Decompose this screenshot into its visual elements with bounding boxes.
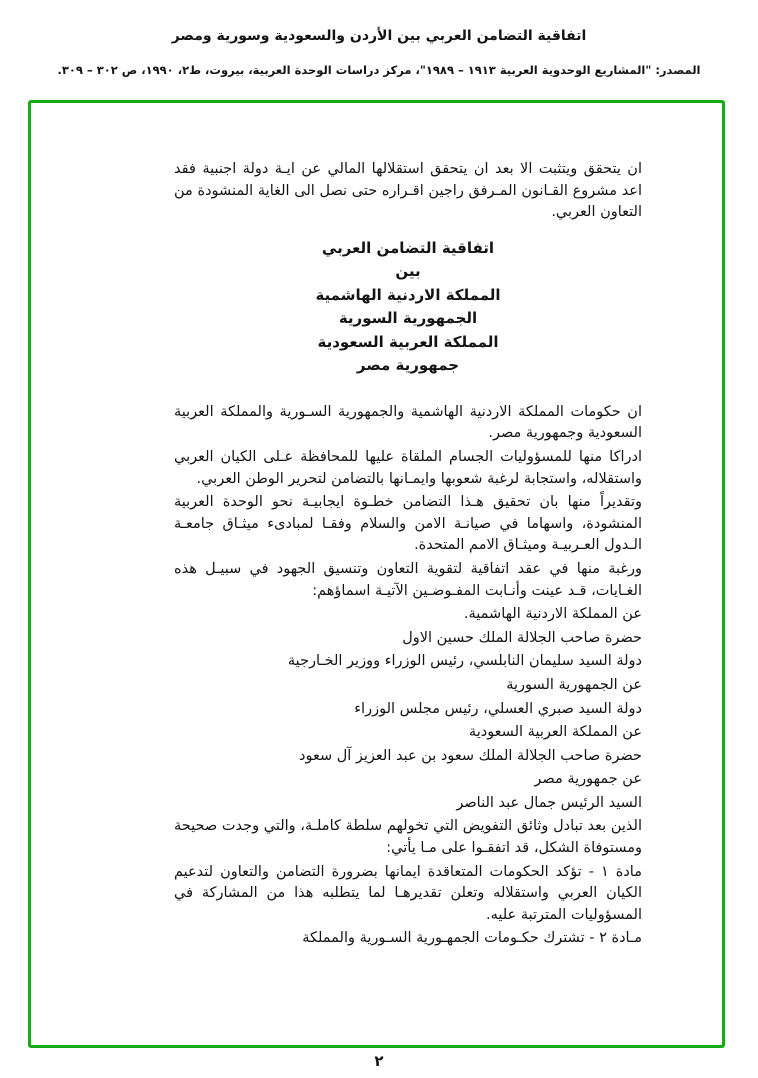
doc-paragraph: دولة السيد سليمان النابلسي، رئيس الوزراء ووزير الخـارجية <box>287 653 642 670</box>
doc-title-line: بين <box>395 262 421 281</box>
doc-title-line: اتفاقية التضامن العربي <box>321 238 495 257</box>
page-number: ٢ <box>374 1052 384 1070</box>
doc-paragraph: مادة ١ - تؤكد الحكومات المتعاقدة ايمانها بضرورة التضامن والتعاون لتدعيم الكيان العربي واستقلاله وتعلن تقديرهـا لما يتطلبه هذا من المشاركة في المسؤوليات المترتبة عليه. <box>174 863 642 923</box>
doc-paragraph: حضرة صاحب الجلالة الملك حسين الاول <box>402 629 642 646</box>
doc-paragraph: عن المملكة العربية السعودية <box>468 724 642 741</box>
doc-paragraph: الذين بعد تبادل وثائق التفويض التي تخولهم سلطة كاملـة، والتي وجدت صحيحة ومستوفاة الشكل، قد اتفقـوا على مـا يأتي: <box>174 818 642 857</box>
doc-title-line: جمهورية مصر <box>356 356 460 375</box>
doc-title-line: المملكة الاردنية الهاشمية <box>315 285 501 304</box>
document-header-title: اتفاقية التضامن العربي بين الأردن والسعودية وسورية ومصر <box>171 28 587 44</box>
doc-paragraph: عن المملكة الاردنية الهاشمية. <box>463 606 642 623</box>
doc-paragraph: حضرة صاحب الجلالة الملك سعود بن عبد العزيز آل سعود <box>299 747 642 764</box>
doc-paragraph: السيد الرئيس جمال عبد الناصر <box>456 794 642 811</box>
green-border-frame <box>28 100 725 1048</box>
doc-paragraph: دولة السيد صبري العسلي، رئيس مجلس الوزراء <box>354 700 642 717</box>
doc-paragraph: ادراكا منها للمسؤوليات الجسام الملقاة عليها للمحافظة عـلى الكيان العربي واستقلاله، واستجابة لرغبة شعوبها وايمـانها بالتضامن لتحرير الوطن العربي. <box>174 448 642 487</box>
document-source-line: المصدر: "المشاريع الوحدوية العربية ١٩١٣ – ١٩٨٩"، مركز دراسات الوحدة العربية، بيروت، ط٢، ١٩٩٠، ص ٣٠٢ – ٣٠٩. <box>57 63 701 77</box>
doc-paragraph: عن الجمهورية السورية <box>506 676 642 693</box>
doc-paragraph: ان حكومات المملكة الاردنية الهاشمية والجمهورية السـورية والمملكة العربية السعودية وجمهورية مصر. <box>174 403 642 442</box>
doc-paragraph: عن جمهورية مصر <box>534 771 642 788</box>
doc-paragraph: ورغبة منها في عقد اتفاقية لتقوية التعاون وتنسيق الجهود في سبيـل هذه الغـايات، قـد عينت وأنـابت المفـوضـين الآتيـة اسماؤهم: <box>174 560 642 599</box>
doc-title-line: الجمهورية السورية <box>338 309 478 328</box>
doc-title-line: المملكة العربية السعودية <box>317 332 499 351</box>
doc-paragraph: وتقديراً منها بان تحقيق هـذا التضامن خطـوة ايجابيـة نحو الوحدة العربية المنشودة، واسهاما في صيانـة الامن والسلام وفقـا لمبادىء ميثـاق جامعـة الـدول العـربيـة وميثـاق الامم المتحدة. <box>174 494 642 554</box>
doc-paragraph: ان يتحقق ويتثبت الا بعد ان يتحقق استقلالها المالي عن ايـة دولة اجنبية فقد اعد مشروع القـانون المـرفق راجين اقـراره حتى نصل الى الغاية المنشودة من التعاون العربي. <box>174 161 642 221</box>
document-body <box>174 159 642 950</box>
doc-paragraph: مـادة ٢ - تشترك حكـومات الجمهـورية السـورية والمملكة <box>302 930 642 947</box>
